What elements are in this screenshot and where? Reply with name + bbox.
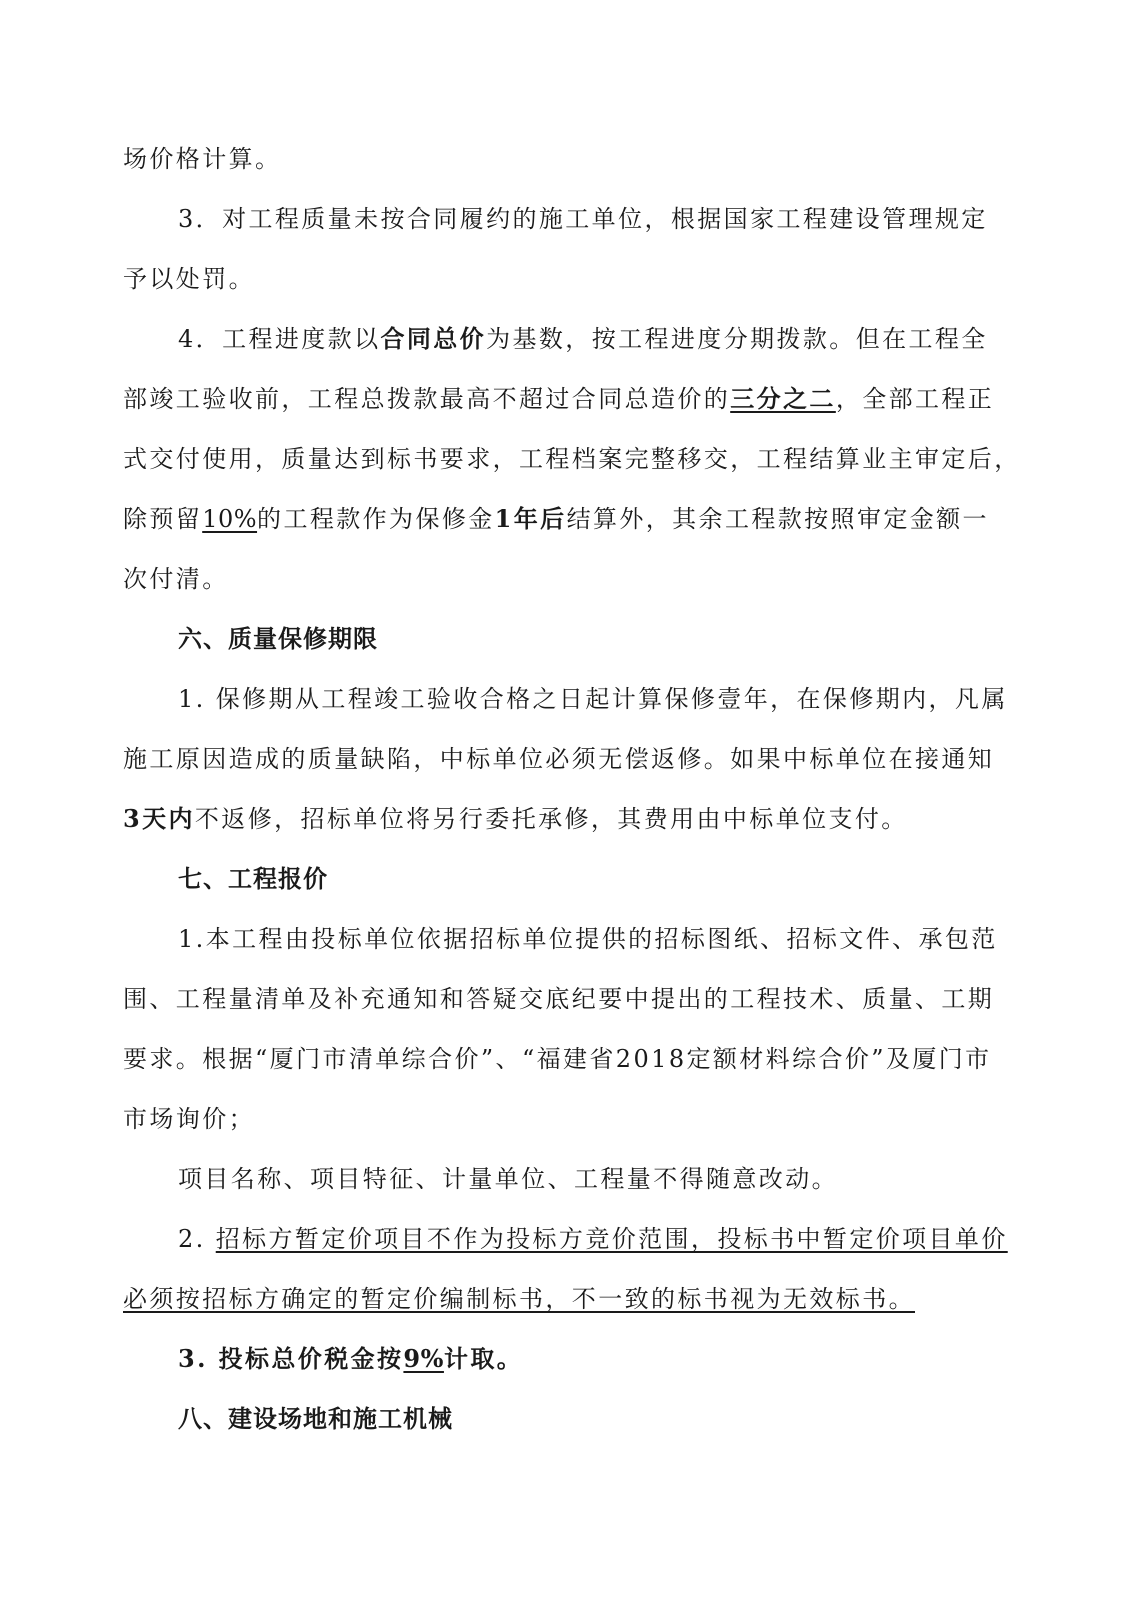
underlined-text: 招标方暂定价项目不作为投标方竞价范围，投标书中暂定价项目单价 — [215, 1225, 1008, 1253]
s7-para-2-line-1 — [178, 1223, 1008, 1255]
s7-para-2-line-2 — [123, 1283, 915, 1315]
text: 围、工程量清单及补充通知和答疑交底纪要中提出的工程技术、质量、工期 — [123, 985, 995, 1013]
bold-text: 计取。 — [443, 1344, 524, 1373]
section-6-heading — [178, 623, 378, 655]
heading-text: 六、质量保修期限 — [178, 624, 378, 653]
para-4-line-1 — [178, 323, 988, 355]
heading-text: 七、工程报价 — [178, 864, 328, 893]
para-4-line-5 — [123, 563, 229, 595]
underlined-text: 10% — [202, 505, 258, 533]
s7-para-items — [178, 1163, 838, 1195]
s6-para-1-line-2 — [123, 743, 994, 775]
text: 3．对工程质量未按合同履约的施工单位，根据国家工程建设管理规定 — [178, 205, 988, 233]
text: 4．工程进度款以 — [178, 325, 381, 353]
s7-para-1-line-2 — [123, 983, 994, 1015]
text: 为基数，按工程进度分期拨款。但在工程全 — [486, 325, 988, 353]
section-8-heading — [178, 1403, 453, 1435]
bold-text: 3. 投标总价税金按 — [178, 1344, 404, 1373]
para-4-line-2 — [123, 383, 994, 415]
text: 次付清。 — [123, 565, 229, 593]
text: 结算外，其余工程款按照审定金额一 — [566, 505, 989, 533]
s7-para-1-line-3 — [123, 1043, 992, 1075]
text: 施工原因造成的质量缺陷，中标单位必须无偿返修。如果中标单位在接通知 — [123, 745, 995, 773]
text: 的工程款作为保修金 — [257, 505, 495, 533]
heading-text: 八、建设场地和施工机械 — [178, 1404, 453, 1433]
text: 要求。根据“厦门市清单综合价”、“福建省2018定额材料综合价”及厦门市 — [123, 1045, 992, 1073]
text: 场价格计算。 — [123, 145, 282, 173]
text: 予以处罚。 — [123, 265, 255, 293]
bold-text: 3天内 — [123, 804, 195, 833]
text: 部竣工验收前，工程总拨款最高不超过合同总造价的 — [123, 385, 731, 413]
s7-para-1-line-1 — [178, 923, 998, 955]
underlined-text: 9% — [403, 1344, 444, 1373]
item-number: 2. — [178, 1225, 216, 1253]
s6-para-1-line-3 — [123, 803, 908, 835]
para-4-line-4 — [123, 503, 989, 535]
underlined-text: 三分之二 — [730, 384, 836, 413]
para-continuation — [123, 143, 281, 175]
text: ，全部工程正 — [835, 385, 995, 413]
text: 不返修，招标单位将另行委托承修，其费用由中标单位支付。 — [194, 805, 908, 833]
underlined-text: 必须按招标方确定的暂定价编制标书，不一致的标书视为无效标书。 — [123, 1285, 915, 1313]
text: 除预留 — [123, 505, 203, 533]
para-4-line-3 — [123, 443, 1021, 475]
bold-text: 1年后 — [494, 504, 567, 533]
para-3-line-2 — [123, 263, 255, 295]
section-7-heading — [178, 863, 328, 895]
bold-text: 合同总价 — [380, 324, 487, 353]
text: 式交付使用，质量达到标书要求，工程档案完整移交，工程结算业主审定后， — [123, 445, 1021, 473]
s7-para-3 — [178, 1343, 523, 1375]
para-3-line-1 — [178, 203, 988, 235]
text: 1.本工程由投标单位依据招标单位提供的招标图纸、招标文件、承包范 — [178, 925, 998, 953]
s7-para-1-line-4 — [123, 1103, 255, 1135]
text: 1. 保修期从工程竣工验收合格之日起计算保修壹年，在保修期内，凡属 — [178, 685, 1008, 713]
text: 市场询价； — [123, 1105, 255, 1133]
s6-para-1-line-1 — [178, 683, 1008, 715]
text: 项目名称、项目特征、计量单位、工程量不得随意改动。 — [178, 1165, 838, 1193]
